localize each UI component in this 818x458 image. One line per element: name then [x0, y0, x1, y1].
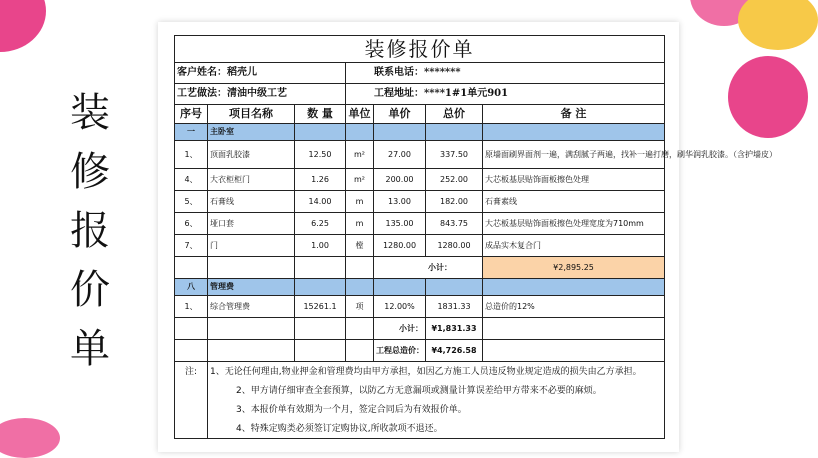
- subtotal-value: ¥1,831.33: [426, 318, 483, 340]
- subtotal-row: [175, 318, 665, 340]
- grand-total-label: 工程总造价：: [374, 340, 426, 362]
- project-address: 工程地址：****1#1单元901: [346, 84, 665, 105]
- side-title: [60, 84, 120, 379]
- contact-phone: 联系电话：*******: [346, 63, 665, 84]
- header-no: 序号: [175, 105, 208, 124]
- note-item: 3、本报价单有效期为一个月，签定合同后为有效报价单。: [208, 400, 665, 419]
- header-remark: 备 注: [483, 105, 665, 124]
- note-row: [175, 381, 665, 400]
- section-header: [175, 124, 665, 141]
- header-qty: 数 量: [295, 105, 346, 124]
- header-unit: 单位: [346, 105, 374, 124]
- subtotal-label: 小计：: [374, 318, 426, 340]
- subtotal-row: [175, 257, 665, 279]
- header-total: 总价: [426, 105, 483, 124]
- header-price: 单价: [374, 105, 426, 124]
- section-name: 主卧室: [208, 124, 295, 141]
- decor-pink-blob-right: [728, 56, 808, 138]
- note-item: 1、无论任何理由,物业押金和管理费均由甲方承担，如因乙方施工人员违反物业规定造成的损失由乙方承担。: [208, 362, 665, 382]
- subtotal-value: ¥2,895.25: [483, 257, 665, 279]
- grand-total-row: [175, 340, 665, 362]
- side-title-char: 装: [70, 90, 110, 136]
- side-title-char: 报: [70, 208, 110, 254]
- quotation-table: [174, 35, 777, 439]
- decor-yellow-blob-right: [738, 0, 818, 50]
- table-row: 5、 石膏线 14.00 m 13.00 182.00 石膏素线: [175, 191, 665, 213]
- table-row: 1、 顶面乳胶漆 12.50 m² 27.00 337.50 原墙面刷界面剂一遍，满刮腻子两遍，找补一遍打磨，刷华润乳胶漆。（含护墙皮）: [175, 141, 665, 169]
- section-index: 一: [175, 124, 208, 141]
- note-item: 2、甲方请仔细审查全套预算，以防乙方无意漏项或测量计算误差给甲方带来不必要的麻烦。: [208, 381, 665, 400]
- craft-method: 工艺做法：清油中级工艺: [175, 84, 346, 105]
- table-row: 1、 综合管理费 15261.1 项 12.00% 1831.33 总造价的12%: [175, 296, 665, 318]
- decor-pink-blob-bottom-left: [0, 418, 60, 458]
- note-row: [175, 400, 665, 419]
- note-item: 4、特殊定购类必须签订定购协议,所收款项不退还。: [208, 419, 665, 439]
- side-title-char: 修: [70, 149, 110, 195]
- note-row: [175, 362, 665, 382]
- notes-label: 注:: [175, 362, 208, 382]
- grand-total-value: ¥4,726.58: [426, 340, 483, 362]
- table-row: 6、 垭口套 6.25 m 135.00 843.75 大芯板基层贴饰面板擦色处理宽度为710mm: [175, 213, 665, 235]
- document-title: 装修报价单: [175, 36, 665, 63]
- section-header: [175, 279, 665, 296]
- header-name: 项目名称: [208, 105, 295, 124]
- customer-name: 客户姓名：稻壳儿: [175, 63, 346, 84]
- subtotal-label: 小计：: [374, 257, 483, 279]
- table-row: 4、 大衣柜柜门 1.26 m² 200.00 252.00 大芯板基层贴饰面板擦色处理: [175, 169, 665, 191]
- decor-pink-blob-left: [0, 0, 46, 52]
- section-index: 八: [175, 279, 208, 296]
- table-row: 7、 门 1.00 樘 1280.00 1280.00 成品实木复合门: [175, 235, 665, 257]
- section-name: 管理费: [208, 279, 295, 296]
- side-title-char: 单: [70, 326, 110, 372]
- side-title-char: 价: [70, 267, 110, 313]
- note-row: [175, 419, 665, 439]
